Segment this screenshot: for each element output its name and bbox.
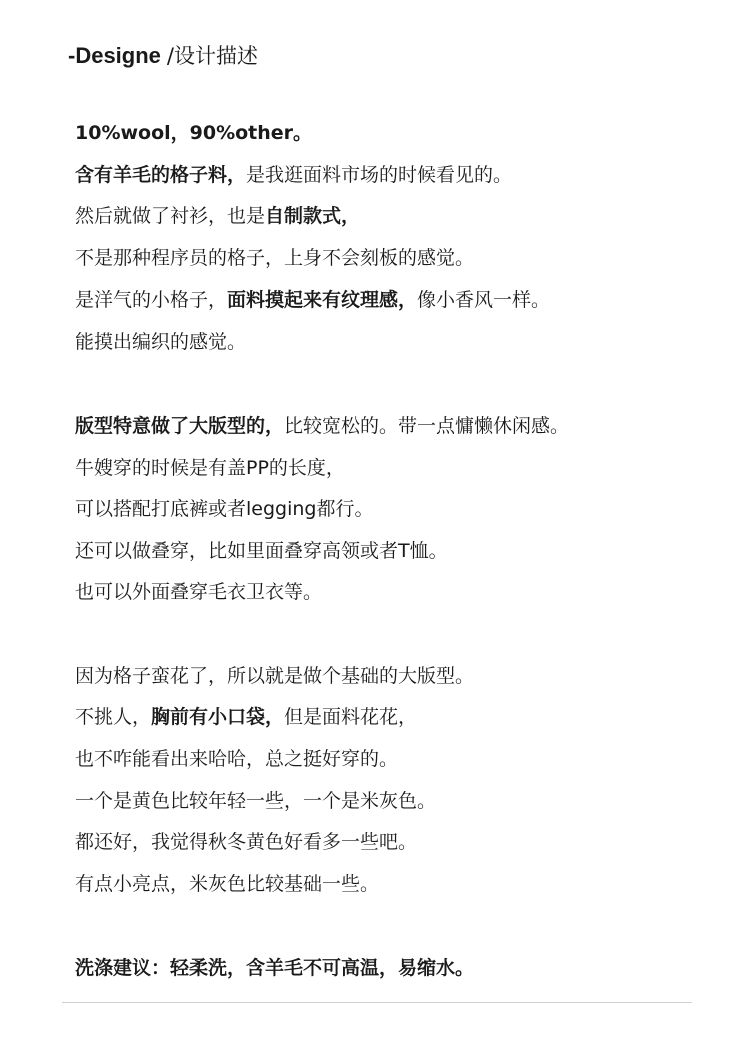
p1-line-2-text: 是我逛面料市场的时候看见的。 — [246, 164, 513, 186]
page-title — [68, 40, 258, 74]
p3-line-2-highlight: 胸前有小口袋， — [151, 699, 284, 735]
p3-line-2 — [75, 699, 417, 735]
p2-line-2-text: 牛嫂穿的时候是有盖PP的长度， — [75, 457, 345, 479]
p1-line-2 — [75, 157, 512, 193]
p1-line-3 — [75, 198, 360, 234]
p1-line-3-text: 然后就做了衬衫，也是 — [75, 205, 266, 227]
p3-line-5 — [75, 824, 417, 860]
p1-line-6 — [75, 324, 246, 360]
p1-line-4 — [75, 240, 474, 276]
p1-line-1 — [75, 115, 312, 151]
p1-line-4-text: 不是那种程序员的格子，上身不会刻板的感觉。 — [75, 247, 475, 269]
p2-line-2 — [75, 450, 345, 486]
p3-line-6-text: 有点小亮点，米灰色比较基础一些。 — [75, 873, 380, 895]
p2-line-4 — [75, 533, 448, 569]
p1-line-5-text-start: 是洋气的小格子， — [75, 289, 228, 311]
p3-line-2-text-start: 不挑人， — [75, 706, 152, 728]
care-instructions-text: 洗涤建议：轻柔洗，含羊毛不可高温，易缩水。 — [75, 957, 475, 979]
p1-line-5 — [75, 282, 550, 318]
p1-line-3-highlight: 自制款式， — [265, 198, 360, 234]
p1-line-1-highlight: 10%wool，90%other。 — [75, 115, 312, 151]
p3-line-4-text: 一个是黄色比较年轻一些，一个是米灰色。 — [75, 790, 437, 812]
title-english: -Designe — [68, 43, 161, 68]
p3-line-3 — [75, 741, 398, 777]
p3-line-6 — [75, 866, 379, 902]
p3-line-5-text: 都还好，我觉得秋冬黄色好看多一些吧。 — [75, 831, 418, 853]
p2-line-4-text: 还可以做叠穿，比如里面叠穿高领或者T恤。 — [75, 540, 448, 562]
p2-line-1-highlight: 版型特意做了大版型的， — [75, 408, 284, 444]
p3-line-4 — [75, 783, 436, 819]
care-instructions — [75, 950, 474, 986]
title-chinese: /设计描述 — [166, 44, 258, 68]
p2-line-1 — [75, 408, 569, 444]
p1-line-6-text: 能摸出编织的感觉。 — [75, 331, 247, 353]
bottom-divider — [62, 1002, 692, 1003]
p1-line-5-highlight: 面料摸起来有纹理感， — [227, 282, 417, 318]
p3-line-1-text: 因为格子蛮花了，所以就是做个基础的大版型。 — [75, 665, 475, 687]
p2-line-1-text: 比较宽松的。带一点慵懒休闲感。 — [284, 415, 570, 437]
p2-line-3 — [75, 491, 373, 527]
p3-line-1 — [75, 658, 474, 694]
p2-line-3-text: 可以搭配打底裤或者legging都行。 — [75, 498, 374, 520]
p1-line-5-text-end: 像小香风一样。 — [417, 289, 551, 311]
p2-line-5-text: 也可以外面叠穿毛衣卫衣等。 — [75, 581, 323, 603]
p3-line-3-text: 也不咋能看出来哈哈，总之挺好穿的。 — [75, 748, 399, 770]
p1-line-2-highlight: 含有羊毛的格子料， — [75, 157, 246, 193]
p2-line-5 — [75, 574, 322, 610]
p3-line-2-text-end: 但是面料花花， — [284, 706, 418, 728]
